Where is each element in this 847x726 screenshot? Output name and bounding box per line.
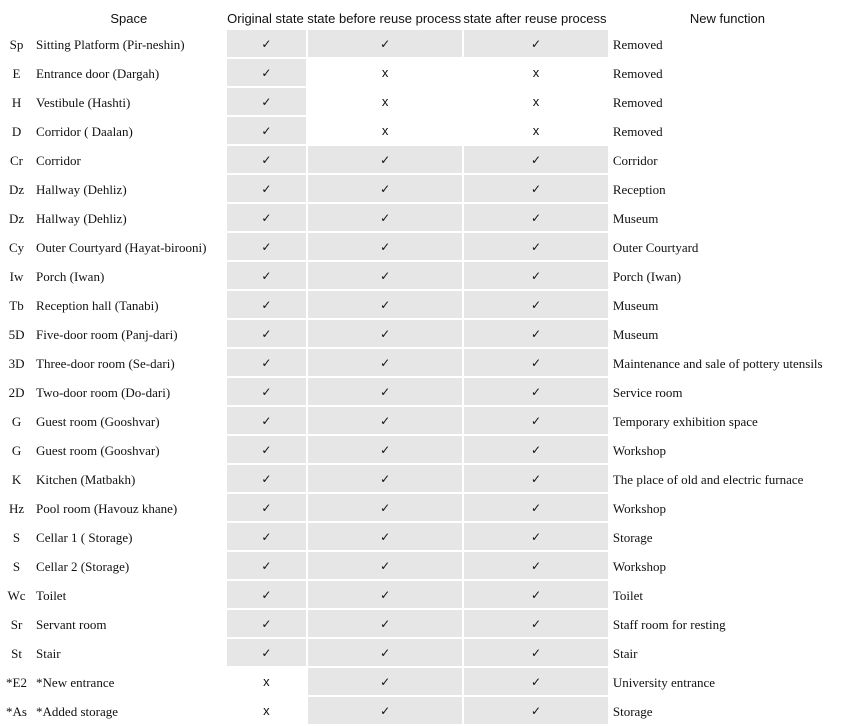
new-function-cell: Stair [612,645,638,661]
original-state-cell: ✓ [225,262,307,291]
space-name-cell: Toilet [36,587,67,603]
space-code-cell: St [11,645,22,661]
space-code-cell: G [11,413,22,429]
original-state-cell: ✓ [225,204,307,233]
new-function-cell: Corridor [612,152,658,168]
new-function-cell: Removed [612,65,663,81]
after-reuse-cell: ✓ [462,697,608,726]
original-state-cell: ✓ [225,523,307,552]
header-space: Space [110,10,148,26]
original-state-cell: ✓ [225,610,307,639]
before-reuse-cell: ✓ [306,697,462,726]
space-reuse-table [0,6,847,726]
space-code-cell: G [11,442,22,458]
table-row [0,204,847,233]
before-reuse-cell: ✓ [306,436,462,465]
space-code-cell: Cr [10,152,24,168]
before-reuse-cell: ✓ [306,320,462,349]
after-reuse-cell: ✓ [462,494,608,523]
table-row [0,436,847,465]
table-row [0,291,847,320]
before-reuse-cell: ✓ [306,610,462,639]
original-state-cell: ✓ [225,320,307,349]
after-reuse-cell: ✓ [462,581,608,610]
before-reuse-cell: ✓ [306,262,462,291]
after-reuse-cell: ✓ [462,436,608,465]
table-row [0,233,847,262]
table-row [0,523,847,552]
after-reuse-cell: ✓ [462,465,608,494]
header-new-function: New function [689,10,765,26]
original-state-cell: ✓ [225,552,307,581]
table-row [0,552,847,581]
new-function-cell: Removed [612,94,663,110]
table-row [0,639,847,668]
new-function-cell: Porch (Iwan) [612,268,682,284]
before-reuse-cell: ✓ [306,349,462,378]
before-reuse-cell: ✓ [306,146,462,175]
original-state-cell: ✓ [225,233,307,262]
space-code-cell: Dz [8,181,25,197]
space-code-cell: S [12,529,21,545]
table-row [0,349,847,378]
new-function-cell: Reception [612,181,666,197]
space-name-cell: Servant room [36,616,107,632]
before-reuse-cell: ✓ [306,494,462,523]
new-function-cell: Removed [612,123,663,139]
original-state-cell: ✓ [225,88,307,117]
space-code-cell: Iw [9,268,24,284]
new-function-cell: Workshop [612,558,666,574]
space-name-cell: Stair [36,645,61,661]
space-code-cell: Sp [9,36,24,52]
space-code-cell: Sr [10,616,23,632]
original-state-cell: ✓ [225,581,307,610]
before-reuse-cell: ✓ [306,581,462,610]
after-reuse-cell: ✓ [462,349,608,378]
space-name-cell: Cellar 1 ( Storage) [36,529,133,545]
original-state-cell: ✓ [225,291,307,320]
new-function-cell: The place of old and electric furnace [612,471,804,487]
space-code-cell: Tb [9,297,24,313]
space-code-cell: K [11,471,22,487]
original-state-cell: ✓ [225,117,307,146]
new-function-cell: Outer Courtyard [612,239,699,255]
before-reuse-cell: x [306,117,462,146]
header-after-reuse: state after reuse process [463,10,607,26]
new-function-cell: Storage [612,703,653,719]
space-name-cell: Guest room (Gooshvar) [36,442,160,458]
after-reuse-cell: ✓ [462,204,608,233]
before-reuse-cell: ✓ [306,291,462,320]
original-state-cell: ✓ [225,146,307,175]
space-name-cell: Porch (Iwan) [36,268,105,284]
after-reuse-cell: ✓ [462,175,608,204]
space-name-cell: Sitting Platform (Pir-neshin) [36,36,185,52]
after-reuse-cell: ✓ [462,262,608,291]
table-row [0,407,847,436]
space-name-cell: Kitchen (Matbakh) [36,471,136,487]
before-reuse-cell: ✓ [306,465,462,494]
before-reuse-cell: x [306,88,462,117]
after-reuse-cell: x [462,88,608,117]
before-reuse-cell: ✓ [306,407,462,436]
header-code [0,6,33,30]
space-name-cell: Vestibule (Hashti) [36,94,131,110]
space-name-cell: Three-door room (Se-dari) [36,355,175,371]
before-reuse-cell: ✓ [306,175,462,204]
space-code-cell: E [12,65,21,81]
space-name-cell: Hallway (Dehliz) [36,181,127,197]
after-reuse-cell: ✓ [462,146,608,175]
new-function-cell: Storage [612,529,653,545]
table-row [0,610,847,639]
after-reuse-cell: x [462,59,608,88]
after-reuse-cell: x [462,117,608,146]
after-reuse-cell: ✓ [462,668,608,697]
table-row [0,465,847,494]
new-function-cell: Museum [612,210,659,226]
table-row [0,146,847,175]
original-state-cell: ✓ [225,639,307,668]
space-name-cell: Reception hall (Tanabi) [36,297,159,313]
space-code-cell: 3D [8,355,25,371]
space-name-cell: Hallway (Dehliz) [36,210,127,226]
before-reuse-cell: ✓ [306,668,462,697]
table-row [0,117,847,146]
space-code-cell: Dz [8,210,25,226]
new-function-cell: Museum [612,297,659,313]
after-reuse-cell: ✓ [462,30,608,59]
original-state-cell: ✓ [225,59,307,88]
before-reuse-cell: ✓ [306,552,462,581]
space-name-cell: Cellar 2 (Storage) [36,558,130,574]
space-name-cell: Entrance door (Dargah) [36,65,160,81]
space-name-cell: *New entrance [36,674,115,690]
new-function-cell: Maintenance and sale of pottery utensils [612,355,823,371]
space-code-cell: *As [6,703,27,719]
original-state-cell: ✓ [225,407,307,436]
after-reuse-cell: ✓ [462,291,608,320]
before-reuse-cell: ✓ [306,378,462,407]
original-state-cell: ✓ [225,436,307,465]
table-body [0,30,847,726]
space-code-cell: H [11,94,22,110]
header-row [0,6,847,30]
table-row [0,262,847,291]
space-name-cell: Two-door room (Do-dari) [36,384,171,400]
table-row [0,59,847,88]
new-function-cell: Temporary exhibition space [612,413,758,429]
table-row [0,378,847,407]
table-row [0,494,847,523]
original-state-cell: ✓ [225,378,307,407]
space-name-cell: Pool room (Havouz khane) [36,500,178,516]
header-before-reuse: state before reuse process [307,10,462,26]
space-name-cell: Five-door room (Panj-dari) [36,326,178,342]
before-reuse-cell: ✓ [306,639,462,668]
space-code-cell: D [11,123,22,139]
before-reuse-cell: ✓ [306,204,462,233]
table-row [0,581,847,610]
table-row [0,320,847,349]
header-original-state: Original state [227,10,304,26]
space-name-cell: *Added storage [36,703,118,719]
original-state-cell: x [225,668,307,697]
new-function-cell: Museum [612,326,659,342]
before-reuse-cell: ✓ [306,30,462,59]
before-reuse-cell: x [306,59,462,88]
original-state-cell: ✓ [225,175,307,204]
space-code-cell: S [12,558,21,574]
before-reuse-cell: ✓ [306,233,462,262]
new-function-cell: Workshop [612,500,666,516]
space-name-cell: Corridor ( Daalan) [36,123,133,139]
space-name-cell: Guest room (Gooshvar) [36,413,160,429]
after-reuse-cell: ✓ [462,378,608,407]
space-code-cell: Cy [8,239,25,255]
new-function-cell: Service room [612,384,683,400]
after-reuse-cell: ✓ [462,407,608,436]
table-row [0,697,847,726]
space-code-cell: *E2 [6,674,27,690]
original-state-cell: ✓ [225,465,307,494]
space-name-cell: Outer Courtyard (Hayat-birooni) [36,239,207,255]
original-state-cell: ✓ [225,349,307,378]
new-function-cell: Workshop [612,442,666,458]
space-code-cell: Hz [8,500,25,516]
new-function-cell: Staff room for resting [612,616,726,632]
space-code-cell: Wc [7,587,26,603]
after-reuse-cell: ✓ [462,610,608,639]
after-reuse-cell: ✓ [462,233,608,262]
new-function-cell: University entrance [612,674,716,690]
after-reuse-cell: ✓ [462,639,608,668]
original-state-cell: ✓ [225,30,307,59]
original-state-cell: x [225,697,307,726]
new-function-cell: Removed [612,36,663,52]
table-row [0,88,847,117]
original-state-cell: ✓ [225,494,307,523]
after-reuse-cell: ✓ [462,523,608,552]
after-reuse-cell: ✓ [462,320,608,349]
table-row [0,30,847,59]
space-name-cell: Corridor [36,152,81,168]
space-code-cell: 5D [8,326,25,342]
table-row [0,175,847,204]
after-reuse-cell: ✓ [462,552,608,581]
before-reuse-cell: ✓ [306,523,462,552]
new-function-cell: Toilet [612,587,643,603]
space-code-cell: 2D [8,384,25,400]
